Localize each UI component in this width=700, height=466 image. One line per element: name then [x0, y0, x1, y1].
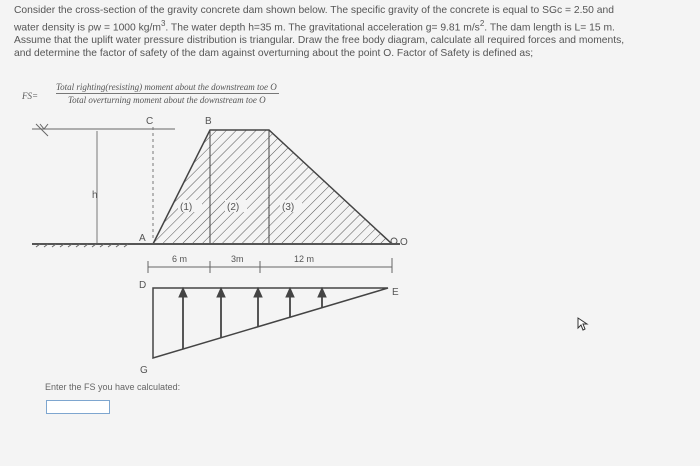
problem-line-1: Consider the cross-section of the gravity concrete dam shown below. The specific gravity of the concrete is equal to SGc = 2.50 and	[14, 5, 614, 16]
problem-line-4: and determine the factor of safety of the dam against overturning about the point O. Factor of Safety is defined as;	[14, 48, 534, 60]
dam-body	[153, 130, 392, 244]
problem-line-3: Assume that the uplift water pressure distribution is triangular. Draw the free body diagram, calculate all required forces and moments,	[14, 35, 625, 47]
problem-line-2: water density is ρw = 1000 $kg/m^3$. The water depth h=35 m. The gravitational acceleration g= 9.81 $m/s^2$. The dam length is L= 15 m.	[14, 19, 615, 34]
section-label-3: (3)	[282, 202, 295, 213]
point-label-g: G	[140, 365, 148, 376]
uplift-pressure-triangle	[153, 288, 388, 358]
h-label: h	[92, 190, 98, 201]
mouse-cursor-icon	[577, 317, 589, 331]
point-label-b: B	[205, 116, 212, 127]
ground-line	[32, 244, 400, 247]
point-label-c: C	[146, 116, 154, 127]
section-label-2: (2)	[227, 202, 240, 213]
water-surface-symbol	[32, 124, 175, 136]
fs-denominator: Total overturning moment about the downstream toe O	[68, 95, 266, 105]
point-label-e: E	[392, 287, 399, 298]
dimension-label-3m: 3m	[231, 254, 244, 264]
answer-prompt: Enter the FS you have calculated:	[45, 382, 181, 392]
dimension-label-6m: 6 m	[172, 254, 188, 264]
fs-label: FS=	[22, 91, 39, 101]
fs-numerator: Total righting(resisting) moment about the downstream toe O	[56, 82, 277, 92]
point-label-a: A	[139, 233, 146, 244]
section-label-1: (1)	[180, 202, 193, 213]
dimension-label-12m: 12 m	[294, 254, 315, 264]
uplift-arrows	[179, 288, 326, 349]
point-label-d: D	[139, 280, 147, 291]
point-label-o: O	[400, 237, 408, 248]
fs-answer-input[interactable]	[46, 400, 110, 414]
